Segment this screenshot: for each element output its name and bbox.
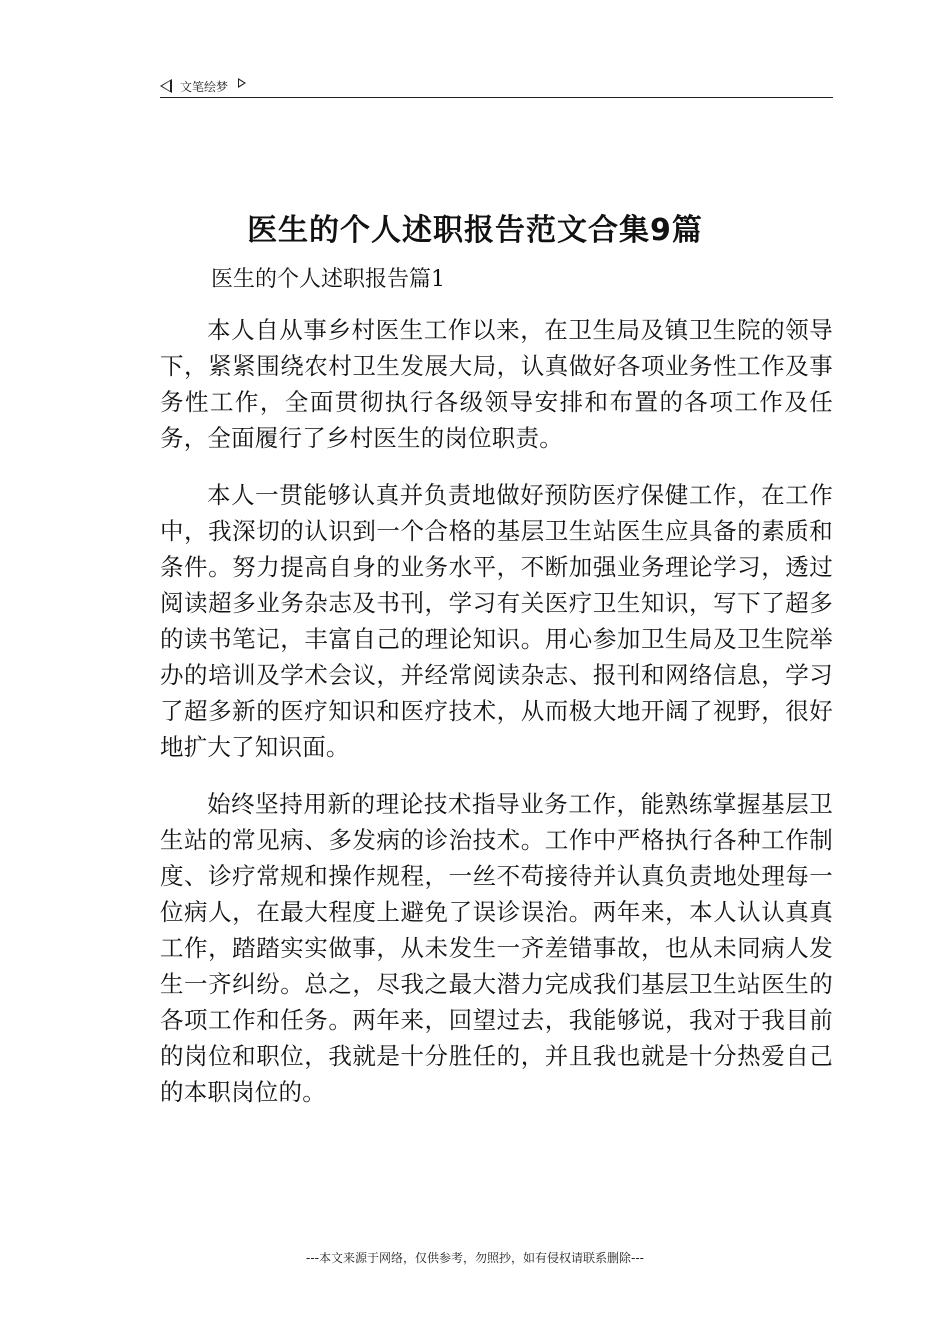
document-subtitle: 医生的个人述职报告篇1 — [211, 267, 445, 292]
footer-notice: ---本文来源于网络，仅供参考，勿照抄，如有侵权请联系删除--- — [306, 1251, 644, 1265]
document-body — [160, 312, 833, 1131]
paragraph-3: 始终坚持用新的理论技术指导业务工作，能熟练掌握基层卫生站的常见病、多发病的诊治技术。工作中严格执行各种工作制度、诊疗常规和操作规程，一丝不苟接待并认真负责地处理每一位病人，在最大程度上避免了误诊误治。两年来，本人认认真真工作，踏踏实实做事，从未发生一齐差错事故，也从未同病人发生一齐纠纷。总之，尽我之最大潜力完成我们基层卫生站医生的各项工作和任务。两年来，回望过去，我能够说，我对于我目前的岗位和职位，我就是十分胜任的，并且我也就是十分热爱自己的本职岗位的。 — [160, 790, 833, 1106]
document-title: 医生的个人述职报告范文合集9篇 — [247, 213, 703, 248]
header-label: 文笔绘梦 — [180, 79, 229, 94]
paragraph-1: 本人自从事乡村医生工作以来，在卫生局及镇卫生院的领导下，紧紧围绕农村卫生发展大局，认真做好各项业务性工作及事务性工作，全面贯彻执行各级领导安排和布置的各项工作及任务，全面履行了乡村医生的岗位职责。 — [160, 316, 833, 452]
triangle-right-icon — [238, 78, 246, 88]
paragraph-2: 本人一贯能够认真并负责地做好预防医疗保健工作，在工作中，我深切的认识到一个合格的基层卫生站医生应具备的素质和条件。努力提高自身的业务水平，不断加强业务理论学习，透过阅读超多业务杂志及书刊，学习有关医疗卫生知识，写下了超多的读书笔记，丰富自己的理论知识。用心参加卫生局及卫生院举办的培训及学术会议，并经常阅读杂志、报刊和网络信息，学习了超多新的医疗知识和医疗技术，从而极大地开阔了视野，很好地扩大了知识面。 — [160, 481, 833, 761]
page-header — [160, 74, 833, 98]
header-divider — [160, 97, 833, 98]
triangle-left-icon — [160, 79, 172, 93]
